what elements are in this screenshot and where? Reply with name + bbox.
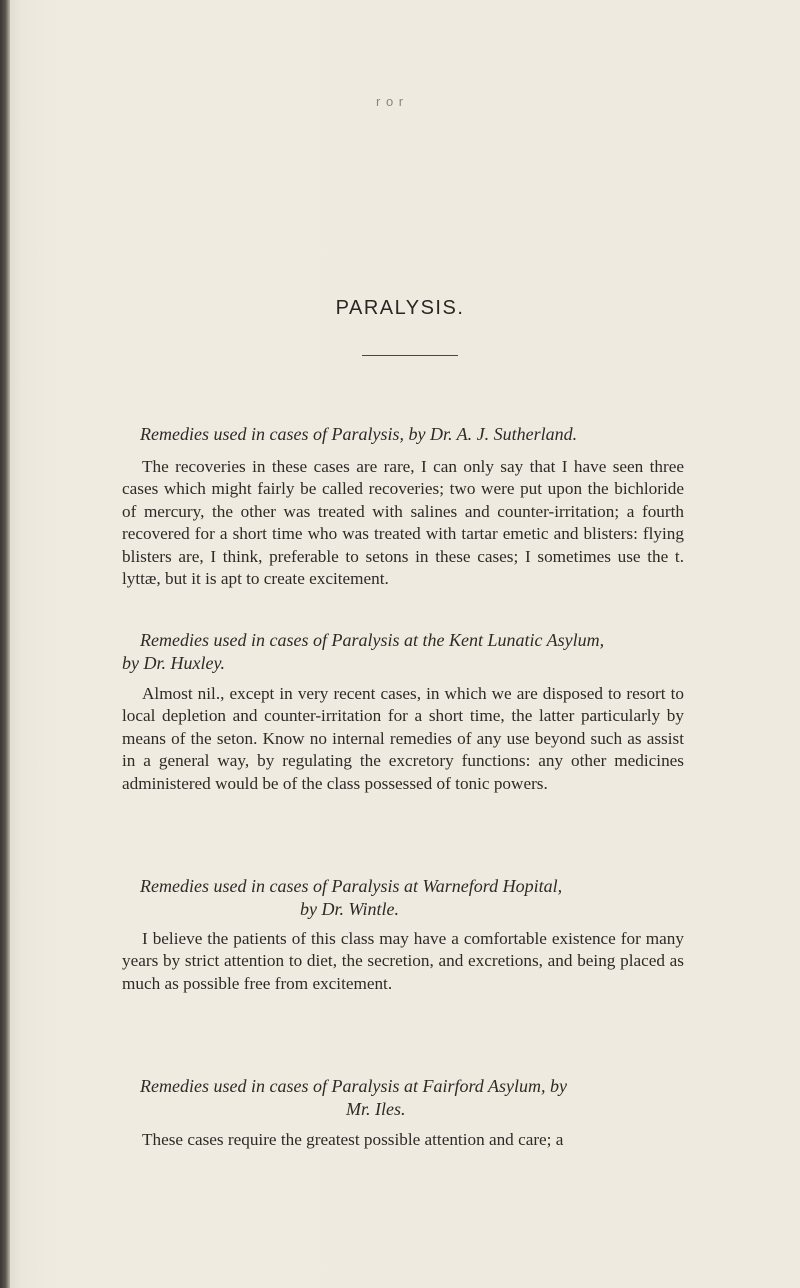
section-heading-huxley-line2: by Dr. Huxley. xyxy=(122,653,225,673)
section-body-sutherland: The recoveries in these cases are rare, I can only say that I have seen three cases which might fairly be called recoveries; two were put upon the bichloride of mercury, the other was treated with salines and counter-irritation; a fourth recovered for a short time who was treated with tartar emetic and blisters: flying blisters are, I think, preferable to setons in these cases; I sometimes use the t. lyttæ, but it is apt to create excitement. xyxy=(122,457,684,589)
title-divider xyxy=(362,355,458,356)
section-heading-iles-line2: Mr. Iles. xyxy=(346,1099,406,1119)
section-heading-wintle-line1: Remedies used in cases of Paralysis at Warneford Hopital, xyxy=(140,876,563,896)
section-body-huxley: Almost nil., except in very recent cases, in which we are disposed to resort to local depletion and counter-irritation for a short time, the latter particularly by means of the seton. Know no internal remedies of any use beyond such as assist in a general way, by regulating the excretory functions: any other medicines administered would be of the class possessed of tonic powers. xyxy=(122,684,684,793)
book-spine-edge xyxy=(0,0,10,1288)
section-heading-wintle-line2: by Dr. Wintle. xyxy=(300,899,399,919)
page-title: PARALYSIS. xyxy=(335,297,465,319)
page-mark: r o r xyxy=(376,94,405,109)
section-heading-huxley-line1: Remedies used in cases of Paralysis at the Kent Lunatic Asylum, xyxy=(140,630,605,650)
section-heading-sutherland: Remedies used in cases of Paralysis, by Dr. A. J. Sutherland. xyxy=(140,424,578,444)
section-body-wintle: I believe the patients of this class may have a comfortable existence for many years by strict attention to diet, the secretion, and excretions, and being placed as much as possible free from excitement. xyxy=(122,929,684,993)
section-heading-iles-line1: Remedies used in cases of Paralysis at Fairford Asylum, by xyxy=(140,1076,567,1096)
section-body-iles: These cases require the greatest possible attention and care; a xyxy=(142,1130,564,1149)
